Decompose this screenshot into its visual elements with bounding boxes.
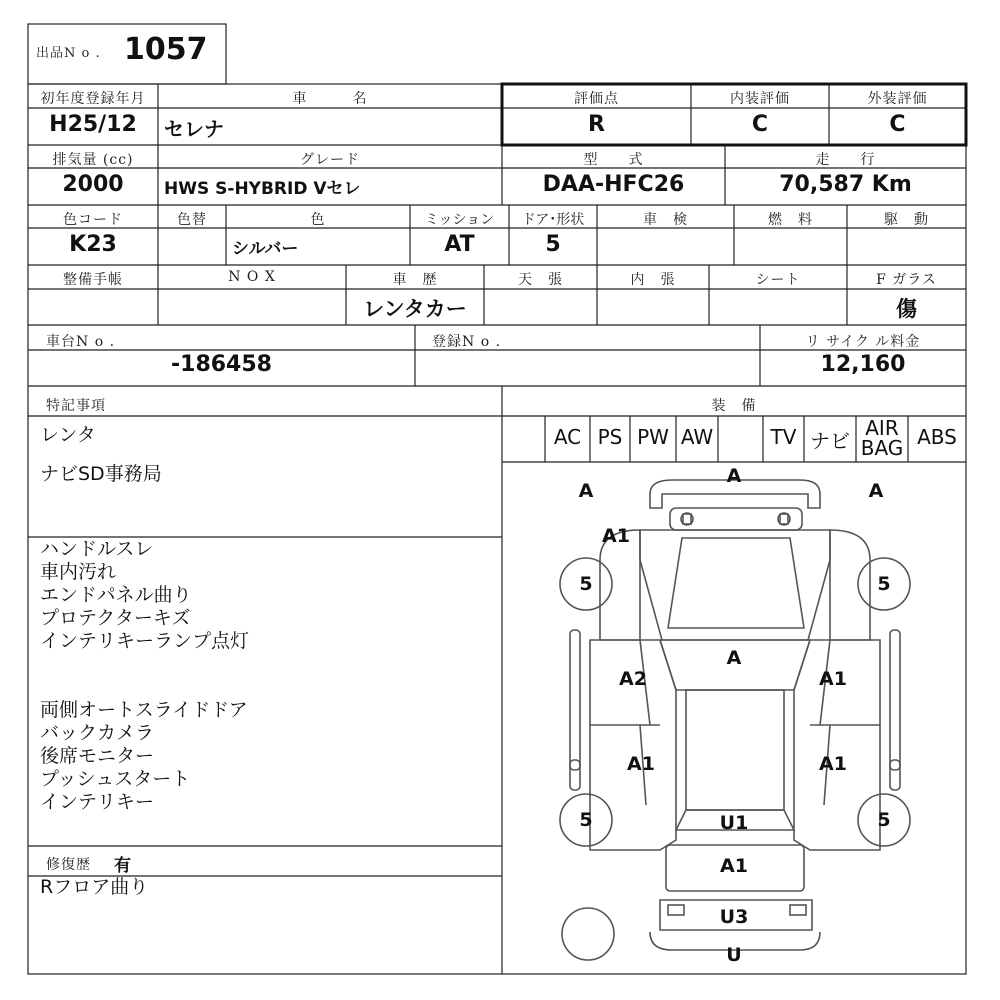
note-line: バックカメラ	[40, 722, 155, 744]
mark-rear-bumper: U3	[719, 906, 749, 928]
nox-label: N O X	[228, 269, 276, 285]
mark-front-left: A	[578, 480, 594, 502]
fglass-value: 傷	[896, 297, 917, 321]
model-value: DAA-HFC26	[542, 172, 685, 197]
color-value: シルバー	[232, 239, 299, 259]
grade-label: グレード	[300, 152, 360, 168]
door-value: 5	[545, 232, 561, 257]
model-label: 型 式	[583, 152, 644, 168]
mission-value: AT	[444, 232, 475, 257]
mission-label: ミッション	[424, 212, 495, 228]
maint-label: 整備手帳	[63, 272, 123, 288]
color-code-value: K23	[69, 232, 117, 257]
color-code-label: 色コード	[63, 212, 123, 228]
mark-rear-hatch: U1	[719, 812, 749, 834]
notes-block3	[40, 699, 248, 814]
note-line: エンドパネル曲り	[40, 584, 192, 606]
first-reg-value: H25/12	[49, 112, 137, 137]
mileage-value: 70,587 Km	[779, 172, 912, 197]
notes-block1	[40, 424, 162, 486]
history-label: 車 歴	[392, 272, 438, 288]
note-line: ハンドルスレ	[40, 538, 154, 560]
door-label: ドア･形状	[521, 212, 585, 228]
first-reg-label: 初年度登録年月	[40, 91, 146, 107]
exterior-value: C	[889, 112, 906, 137]
interior-label: 内装評価	[730, 91, 790, 107]
note-line: インテリキーランプ点灯	[40, 630, 250, 652]
equipment-label: 装 備	[711, 398, 757, 414]
repair-detail: Rフロア曲り	[40, 876, 149, 898]
drive-label: 駆 動	[884, 212, 929, 228]
mark-door-rl: A1	[627, 753, 655, 775]
mark-door-fr: A1	[819, 668, 847, 690]
equip-airbag: AIR BAG	[860, 416, 904, 460]
note-line: 両側オートスライドドア	[40, 699, 248, 721]
car-diagram	[560, 480, 910, 960]
mark-tire-fr: 5	[877, 573, 891, 595]
note-line: 車内汚れ	[40, 561, 117, 583]
note-line: ナビSD事務局	[40, 463, 162, 485]
lot-label: 出品N o .	[36, 46, 101, 61]
history-value: レンタカー	[363, 297, 467, 321]
mark-door-rr: A1	[819, 753, 847, 775]
roof-label: 天 張	[518, 272, 563, 288]
grade-value: HWS S-HYBRID Vセレ	[164, 179, 361, 199]
reg-label: 登録N o .	[432, 334, 502, 350]
equip-pw: PW	[637, 425, 669, 449]
equip-abs: ABS	[917, 425, 957, 449]
mark-roof-front: A	[726, 647, 742, 669]
mark-front-center: A	[726, 465, 742, 487]
recycle-label: リ サイク ル料金	[805, 334, 921, 350]
note-line: レンタ	[40, 424, 96, 446]
repair-value: 有	[114, 856, 131, 876]
notes-block2	[40, 538, 249, 653]
equip-ac: AC	[553, 425, 582, 449]
equip-tv: TV	[770, 425, 797, 449]
inspection-label: 車 検	[643, 212, 688, 228]
fglass-label: F ガラス	[876, 272, 937, 288]
mark-tire-rr: 5	[877, 809, 891, 831]
mark-tire-fl: 5	[579, 573, 593, 595]
chassis-label: 車台N o .	[46, 334, 116, 350]
car-name-label: 車 名	[292, 91, 368, 107]
equip-ps: PS	[597, 425, 623, 449]
equip-navi: ナビ	[810, 429, 850, 453]
mileage-label: 走 行	[815, 152, 876, 168]
exterior-label: 外装評価	[867, 91, 928, 107]
mark-tire-rl: 5	[579, 809, 593, 831]
recycle-value: 12,160	[820, 352, 906, 377]
chassis-value: -186458	[171, 352, 272, 377]
interior-trim-label: 内 張	[630, 272, 676, 288]
color-label: 色	[310, 212, 326, 228]
mark-rear-panel: A1	[720, 855, 748, 877]
fuel-label: 燃 料	[768, 212, 813, 228]
repair-label: 修復歴	[46, 857, 91, 873]
mark-door-fl: A2	[619, 668, 647, 690]
seat-label: シート	[755, 272, 801, 288]
note-line: プロテクターキズ	[40, 607, 191, 629]
repaint-label: 色替	[177, 212, 207, 228]
displacement-value: 2000	[62, 172, 124, 197]
score-label: 評価点	[574, 91, 619, 107]
score-value: R	[588, 112, 605, 137]
note-line: インテリキー	[40, 791, 155, 813]
mark-rear-bottom: U	[726, 944, 742, 966]
displacement-label: 排気量 (cc)	[52, 152, 134, 168]
notes-label: 特記事項	[46, 398, 106, 414]
lot-number: 1057	[124, 32, 208, 67]
equip-aw: AW	[680, 425, 714, 449]
mark-front-right: A	[868, 480, 884, 502]
interior-value: C	[751, 112, 769, 137]
mark-hood-left: A1	[602, 525, 630, 547]
note-line: 後席モニター	[40, 745, 155, 767]
note-line: プッシュスタート	[40, 768, 191, 790]
car-name-value: セレナ	[164, 117, 224, 141]
